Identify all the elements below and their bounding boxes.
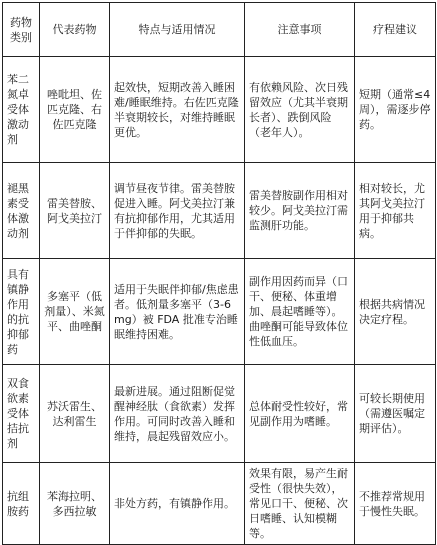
header-representative-drugs: 代表药物 — [40, 3, 110, 57]
cell-course: 相对较长，尤其阿戈美拉汀用于抑郁共病。 — [355, 163, 436, 259]
table-row — [3, 163, 436, 259]
cell-course: 可较长期使用（需遵医嘱定期评估）。 — [355, 365, 436, 463]
cell-course: 短期（通常≤4周），需逐步停药。 — [355, 57, 436, 163]
table-row — [3, 365, 436, 463]
cell-notes: 副作用因药而异（口干、便秘、体重增加、晨起嗜睡等）。曲唑酮可能导致体位性低血压。 — [245, 259, 355, 365]
table-header-row — [3, 3, 436, 57]
cell-features: 起效快，短期改善入睡困难/睡眠维持。右佐匹克隆半衰期较长，对维持睡眠更优。 — [110, 57, 245, 163]
cell-features: 最新进展。通过阻断促觉醒神经肽（食欲素）发挥作用。可同时改善入睡和维持，晨起残留效应小。 — [110, 365, 245, 463]
cell-notes: 有依赖风险、次日残留效应（尤其半衰期长者）、跌倒风险（老年人）。 — [245, 57, 355, 163]
cell-notes: 总体耐受性较好，常见副作用为嗜睡。 — [245, 365, 355, 463]
table-row — [3, 259, 436, 365]
cell-course: 不推荐常规用于慢性失眠。 — [355, 463, 436, 545]
cell-category: 苯二氮卓受体激动剂 — [3, 57, 40, 163]
cell-features: 调节昼夜节律。雷美替胺促进入睡。阿戈美拉汀兼有抗抑郁作用，尤其适用于伴抑郁的失眠。 — [110, 163, 245, 259]
cell-category: 褪黑素受体激动剂 — [3, 163, 40, 259]
cell-category: 抗组胺药 — [3, 463, 40, 545]
cell-drugs: 苯海拉明、多西拉敏 — [40, 463, 110, 545]
cell-features: 适用于失眠伴抑郁/焦虑患者。低剂量多塞平（3-6mg）被 FDA 批准专治睡眠维持困难。 — [110, 259, 245, 365]
cell-drugs: 雷美替胺、阿戈美拉汀 — [40, 163, 110, 259]
cell-course: 根据共病情况决定疗程。 — [355, 259, 436, 365]
cell-notes: 效果有限，易产生耐受性（很快失效），常见口干、便秘、次日嗜睡、认知模糊等。 — [245, 463, 355, 545]
header-features: 特点与适用情况 — [110, 3, 245, 57]
header-course: 疗程建议 — [355, 3, 436, 57]
cell-drugs: 苏沃雷生、达利雷生 — [40, 365, 110, 463]
cell-category: 双食欲素受体拮抗剂 — [3, 365, 40, 463]
cell-features: 非处方药，有镇静作用。 — [110, 463, 245, 545]
cell-drugs: 多塞平（低剂量）、米氮平、曲唑酮 — [40, 259, 110, 365]
cell-category: 具有镇静作用的抗抑郁药 — [3, 259, 40, 365]
cell-drugs: 唑吡坦、佐匹克隆、右佐匹克隆 — [40, 57, 110, 163]
cell-notes: 雷美替胺副作用相对较少。阿戈美拉汀需监测肝功能。 — [245, 163, 355, 259]
header-notes: 注意事项 — [245, 3, 355, 57]
drug-comparison-table — [2, 2, 436, 545]
table-row — [3, 463, 436, 545]
table-row — [3, 57, 436, 163]
header-drug-class: 药物类别 — [3, 3, 40, 57]
